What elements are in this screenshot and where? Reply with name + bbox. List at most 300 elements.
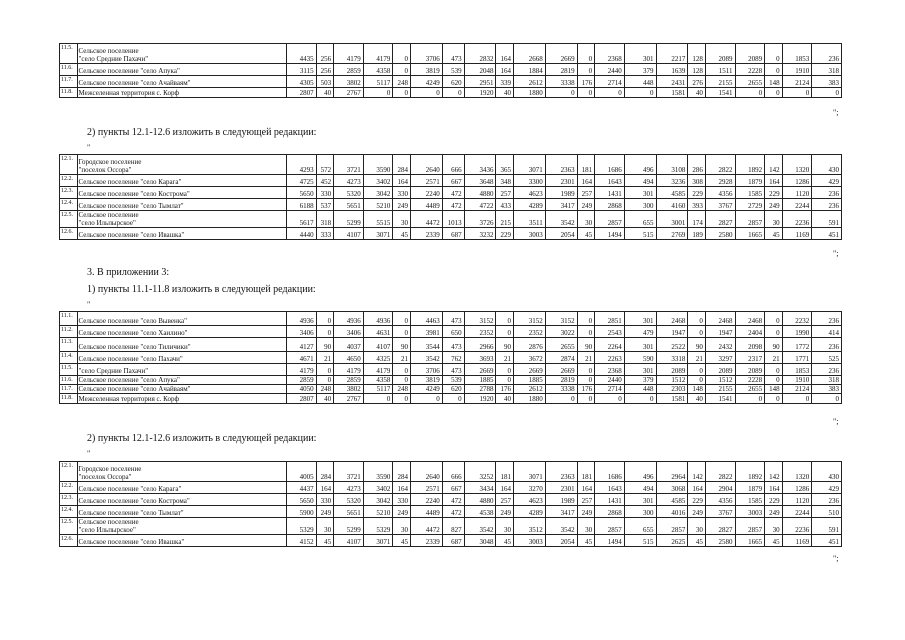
value-cell: 3022	[545, 326, 577, 338]
value-cell: 2301	[545, 482, 577, 494]
settlement-name: Сельское поселение "село Апука"	[77, 376, 286, 385]
settlement-name: Сельское поселение "село Кострома"	[77, 187, 286, 199]
value-cell: 45	[577, 535, 595, 547]
value-cell: 3003	[514, 228, 546, 240]
settlement-name: Сельское поселение "село Тымлат"	[77, 506, 286, 518]
value-cell: 40	[316, 394, 334, 404]
value-cell: 21	[765, 352, 783, 364]
value-cell: 4489	[410, 199, 442, 211]
value-cell: 45	[393, 535, 411, 547]
value-cell: 452	[316, 175, 334, 187]
value-cell: 3236	[656, 175, 688, 187]
value-cell: 2124	[782, 385, 812, 394]
value-cell: 379	[624, 376, 656, 385]
value-cell: 666	[442, 462, 464, 482]
value-cell: 2857	[735, 518, 765, 535]
value-cell: 128	[688, 44, 706, 64]
value-cell: 4107	[334, 228, 364, 240]
value-cell: 2964	[656, 462, 688, 482]
value-cell: 2303	[656, 385, 688, 394]
value-cell: 1885	[514, 376, 546, 385]
table-row	[60, 199, 842, 211]
value-cell: 2317	[735, 352, 765, 364]
value-cell: 3402	[363, 482, 393, 494]
value-cell: 339	[496, 76, 514, 88]
value-cell: 572	[316, 155, 334, 175]
value-cell: 2669	[464, 364, 496, 376]
value-cell: 2832	[464, 44, 496, 64]
value-cell: 4623	[514, 187, 546, 199]
value-cell: 2543	[595, 326, 625, 338]
value-cell: 539	[442, 376, 464, 385]
value-cell: 164	[316, 482, 334, 494]
value-cell: 148	[765, 76, 783, 88]
value-cell: 2580	[705, 228, 735, 240]
value-cell: 249	[496, 506, 514, 518]
value-cell: 3512	[514, 518, 546, 535]
value-cell: 45	[577, 228, 595, 240]
value-cell: 379	[624, 64, 656, 76]
value-cell: 4305	[287, 76, 317, 88]
value-cell: 1286	[782, 482, 812, 494]
value-cell: 4358	[363, 64, 393, 76]
value-cell: 655	[624, 211, 656, 228]
value-cell: 4623	[514, 494, 546, 506]
value-cell: 4325	[363, 352, 393, 364]
value-cell: 4437	[287, 482, 317, 494]
value-cell: 4273	[334, 482, 364, 494]
value-cell: 3115	[287, 64, 317, 76]
value-cell: 2363	[545, 462, 577, 482]
value-cell: 248	[393, 76, 411, 88]
value-cell: 2522	[656, 338, 688, 352]
row-number: 11.5.	[60, 364, 78, 376]
settlement-name: Сельское поселение "село Тиличики"	[77, 338, 286, 352]
value-cell: 0	[316, 326, 334, 338]
value-cell: 1990	[782, 326, 812, 338]
value-cell: 1643	[595, 175, 625, 187]
row-number: 12.2.	[60, 482, 78, 494]
row-number: 12.3.	[60, 187, 78, 199]
row-number: 12.6.	[60, 535, 78, 547]
value-cell: 3297	[705, 352, 735, 364]
value-cell: 0	[496, 364, 514, 376]
value-cell: 2951	[464, 76, 496, 88]
value-cell: 0	[393, 376, 411, 385]
value-cell: 30	[577, 518, 595, 535]
value-cell: 0	[688, 364, 706, 376]
value-cell: 2263	[595, 352, 625, 364]
value-cell: 229	[688, 187, 706, 199]
value-cell: 473	[442, 44, 464, 64]
value-cell: 0	[316, 376, 334, 385]
value-cell: 45	[393, 228, 411, 240]
value-cell: 249	[765, 506, 783, 518]
value-cell: 236	[812, 44, 842, 64]
value-cell: 3672	[514, 352, 546, 364]
value-cell: 2655	[735, 385, 765, 394]
value-cell: 1585	[735, 187, 765, 199]
value-cell: 229	[765, 494, 783, 506]
value-cell: 1885	[464, 376, 496, 385]
value-cell: 0	[765, 44, 783, 64]
value-cell: 301	[624, 364, 656, 376]
value-cell: 2669	[545, 44, 577, 64]
value-cell: 2339	[410, 228, 442, 240]
row-number: 12.4.	[60, 199, 78, 211]
value-cell: 3981	[410, 326, 442, 338]
table-row	[60, 76, 842, 88]
value-cell: 236	[812, 494, 842, 506]
value-cell: 0	[812, 88, 842, 98]
value-cell: 0	[442, 394, 464, 404]
value-cell: 472	[442, 494, 464, 506]
value-cell: 3417	[545, 199, 577, 211]
row-number: 12.1.	[60, 462, 78, 482]
value-cell: 2769	[656, 228, 688, 240]
value-cell: 164	[577, 175, 595, 187]
value-cell: 5117	[363, 76, 393, 88]
value-cell: 3706	[410, 44, 442, 64]
value-cell: 1585	[735, 494, 765, 506]
value-cell: 591	[812, 211, 842, 228]
value-cell: 300	[624, 506, 656, 518]
value-cell: 666	[442, 155, 464, 175]
value-cell: 448	[624, 385, 656, 394]
value-cell: 4249	[410, 76, 442, 88]
value-cell: 3338	[545, 76, 577, 88]
value-cell: 257	[496, 494, 514, 506]
value-cell: 1989	[545, 494, 577, 506]
heading-appendix-3: 3. В приложении 3:	[87, 267, 170, 278]
value-cell: 0	[410, 394, 442, 404]
value-cell: 3042	[363, 494, 393, 506]
value-cell: 236	[812, 187, 842, 199]
value-cell: 5650	[287, 187, 317, 199]
value-cell: 2089	[735, 364, 765, 376]
value-cell: 1541	[705, 394, 735, 404]
value-cell: 3048	[464, 535, 496, 547]
value-cell: 2827	[705, 211, 735, 228]
value-cell: 2669	[545, 364, 577, 376]
value-cell: 2819	[545, 376, 577, 385]
value-cell: 2640	[410, 155, 442, 175]
end-quote-mark: ";	[833, 249, 839, 258]
value-cell: 330	[393, 494, 411, 506]
value-cell: 473	[442, 364, 464, 376]
value-cell: 2904	[705, 482, 735, 494]
table-row	[60, 211, 842, 228]
value-cell: 472	[442, 506, 464, 518]
value-cell: 1892	[735, 462, 765, 482]
value-cell: 4107	[363, 338, 393, 352]
value-cell: 510	[812, 506, 842, 518]
value-cell: 2155	[705, 76, 735, 88]
value-cell: 4489	[410, 506, 442, 518]
value-cell: 3542	[410, 352, 442, 364]
value-cell: 249	[316, 506, 334, 518]
value-cell: 2352	[464, 326, 496, 338]
value-cell: 2767	[334, 88, 364, 98]
value-cell: 383	[812, 76, 842, 88]
value-cell: 4725	[287, 175, 317, 187]
value-cell: 3003	[514, 535, 546, 547]
value-cell: 2612	[514, 385, 546, 394]
value-cell: 164	[393, 482, 411, 494]
value-cell: 90	[393, 338, 411, 352]
value-cell: 256	[316, 44, 334, 64]
value-cell: 4249	[410, 385, 442, 394]
value-cell: 1581	[656, 88, 688, 98]
value-cell: 2714	[595, 76, 625, 88]
value-cell: 1989	[545, 187, 577, 199]
settlement-name: Сельское поселение "село Кострома"	[77, 494, 286, 506]
value-cell: 0	[577, 64, 595, 76]
value-cell: 21	[393, 352, 411, 364]
row-number: 11.5.	[60, 44, 78, 64]
value-cell: 2851	[595, 312, 625, 326]
value-cell: 90	[577, 338, 595, 352]
value-cell: 0	[410, 88, 442, 98]
value-cell: 3542	[464, 518, 496, 535]
value-cell: 142	[765, 155, 783, 175]
value-cell: 2859	[287, 376, 317, 385]
value-cell: 1892	[735, 155, 765, 175]
row-number: 11.6.	[60, 64, 78, 76]
value-cell: 1512	[705, 376, 735, 385]
value-cell: 365	[496, 155, 514, 175]
value-cell: 0	[624, 88, 656, 98]
value-cell: 3721	[334, 462, 364, 482]
value-cell: 90	[496, 338, 514, 352]
value-cell: 2440	[595, 64, 625, 76]
end-quote-mark: ";	[833, 417, 839, 426]
row-number: 11.8.	[60, 88, 78, 98]
value-cell: 1431	[595, 187, 625, 199]
value-cell: 30	[316, 518, 334, 535]
value-cell: 4005	[287, 462, 317, 482]
value-cell: 164	[577, 482, 595, 494]
value-cell: 5320	[334, 187, 364, 199]
value-cell: 1910	[782, 64, 812, 76]
settlement-name: Сельское поселение "село Ачайваям"	[77, 76, 286, 88]
value-cell: 330	[393, 187, 411, 199]
value-cell: 1511	[705, 64, 735, 76]
value-cell: 2155	[705, 385, 735, 394]
value-cell: 2819	[545, 64, 577, 76]
value-cell: 1879	[735, 175, 765, 187]
value-cell: 0	[496, 376, 514, 385]
value-cell: 2668	[514, 44, 546, 64]
value-cell: 2655	[735, 76, 765, 88]
value-cell: 0	[735, 394, 765, 404]
value-cell: 301	[624, 338, 656, 352]
value-cell: 164	[496, 44, 514, 64]
table-row	[60, 394, 842, 404]
settlement-name: Сельское поселение "село Карага"	[77, 175, 286, 187]
value-cell: 4936	[334, 312, 364, 326]
value-cell: 4472	[410, 211, 442, 228]
value-cell: 2857	[735, 211, 765, 228]
paragraph-12-1-12-6-a: 2) пункты 12.1-12.6 изложить в следующей редакции:	[87, 127, 317, 138]
row-number: 11.3.	[60, 338, 78, 352]
value-cell: 236	[812, 338, 842, 352]
value-cell: 2089	[705, 44, 735, 64]
value-cell: 591	[812, 518, 842, 535]
value-cell: 0	[624, 394, 656, 404]
value-cell: 6188	[287, 199, 317, 211]
settlement-name: Сельское поселение "село Тымлат"	[77, 199, 286, 211]
value-cell: 2054	[545, 535, 577, 547]
value-cell: 0	[765, 394, 783, 404]
value-cell: 1494	[595, 535, 625, 547]
row-number: 12.2.	[60, 175, 78, 187]
value-cell: 655	[624, 518, 656, 535]
table-row	[60, 535, 842, 547]
value-cell: 2767	[334, 394, 364, 404]
value-cell: 3436	[464, 155, 496, 175]
value-cell: 0	[765, 326, 783, 338]
value-cell: 0	[765, 364, 783, 376]
value-cell: 3767	[705, 506, 735, 518]
value-cell: 301	[624, 44, 656, 64]
value-cell: 249	[765, 199, 783, 211]
value-cell: 515	[624, 228, 656, 240]
settlement-name: Городское поселение "поселок Оссора"	[77, 155, 286, 175]
value-cell: 301	[624, 312, 656, 326]
value-cell: 0	[442, 88, 464, 98]
value-cell: 2440	[595, 376, 625, 385]
value-cell: 473	[442, 338, 464, 352]
value-cell: 148	[765, 385, 783, 394]
value-cell: 0	[735, 88, 765, 98]
value-cell: 687	[442, 228, 464, 240]
value-cell: 21	[316, 352, 334, 364]
value-cell: 393	[688, 199, 706, 211]
value-cell: 3721	[334, 155, 364, 175]
value-cell: 30	[577, 211, 595, 228]
value-cell: 2240	[410, 187, 442, 199]
value-cell: 3071	[514, 155, 546, 175]
value-cell: 2236	[782, 518, 812, 535]
value-cell: 2928	[705, 175, 735, 187]
value-cell: 2655	[545, 338, 577, 352]
value-cell: 1120	[782, 187, 812, 199]
value-cell: 2054	[545, 228, 577, 240]
value-cell: 0	[393, 312, 411, 326]
value-cell: 40	[496, 394, 514, 404]
value-cell: 1686	[595, 155, 625, 175]
value-cell: 21	[577, 352, 595, 364]
value-cell: 4435	[287, 44, 317, 64]
value-cell: 249	[393, 506, 411, 518]
value-cell: 2874	[545, 352, 577, 364]
settlement-name: Сельское поселение "село Средние Пахачи"	[77, 44, 286, 64]
open-quote-mark: "	[87, 300, 91, 309]
value-cell: 2368	[595, 44, 625, 64]
table-row	[60, 228, 842, 240]
value-cell: 0	[577, 44, 595, 64]
value-cell: 45	[316, 535, 334, 547]
value-cell: 181	[577, 462, 595, 482]
table-section-12-part2	[59, 461, 842, 547]
value-cell: 5515	[363, 211, 393, 228]
value-cell: 1771	[782, 352, 812, 364]
value-cell: 1947	[705, 326, 735, 338]
value-cell: 2089	[705, 364, 735, 376]
table-row	[60, 494, 842, 506]
value-cell: 4936	[363, 312, 393, 326]
value-cell: 430	[812, 155, 842, 175]
value-cell: 4440	[287, 228, 317, 240]
value-cell: 2432	[705, 338, 735, 352]
value-cell: 3406	[287, 326, 317, 338]
settlement-name: Сельское поселение "село Ивашка"	[77, 535, 286, 547]
row-number: 11.6.	[60, 376, 78, 385]
value-cell: 2089	[735, 44, 765, 64]
value-cell: 3402	[363, 175, 393, 187]
value-cell: 0	[393, 88, 411, 98]
value-cell: 330	[316, 494, 334, 506]
value-cell: 2859	[334, 376, 364, 385]
value-cell: 1853	[782, 44, 812, 64]
value-cell: 5650	[287, 494, 317, 506]
value-cell: 2244	[782, 199, 812, 211]
value-cell: 2232	[782, 312, 812, 326]
value-cell: 3542	[545, 518, 577, 535]
value-cell: 3802	[334, 76, 364, 88]
value-cell: 249	[577, 506, 595, 518]
value-cell: 3003	[735, 506, 765, 518]
value-cell: 1639	[656, 64, 688, 76]
value-cell: 4538	[464, 506, 496, 518]
value-cell: 0	[688, 312, 706, 326]
value-cell: 2363	[545, 155, 577, 175]
value-cell: 4585	[656, 187, 688, 199]
value-cell: 0	[393, 364, 411, 376]
value-cell: 3338	[545, 385, 577, 394]
value-cell: 4273	[334, 175, 364, 187]
value-cell: 4179	[363, 44, 393, 64]
value-cell: 1120	[782, 494, 812, 506]
value-cell: 256	[316, 64, 334, 76]
value-cell: 2468	[656, 312, 688, 326]
value-cell: 0	[316, 364, 334, 376]
settlement-name: Сельское поселение "село Апука"	[77, 64, 286, 76]
value-cell: 451	[812, 535, 842, 547]
value-cell: 164	[393, 175, 411, 187]
value-cell: 2827	[705, 518, 735, 535]
value-cell: 1853	[782, 364, 812, 376]
value-cell: 2228	[735, 376, 765, 385]
value-cell: 0	[393, 64, 411, 76]
value-cell: 3706	[410, 364, 442, 376]
settlement-name: Межселенная территория с. Корф	[77, 394, 286, 404]
table-row	[60, 88, 842, 98]
value-cell: 5117	[363, 385, 393, 394]
value-cell: 2264	[595, 338, 625, 352]
value-cell: 1494	[595, 228, 625, 240]
value-cell: 0	[765, 376, 783, 385]
value-cell: 2788	[464, 385, 496, 394]
value-cell: 2124	[782, 76, 812, 88]
value-cell: 318	[316, 211, 334, 228]
value-cell: 0	[577, 394, 595, 404]
value-cell: 1169	[782, 535, 812, 547]
value-cell: 429	[812, 482, 842, 494]
value-cell: 1643	[595, 482, 625, 494]
value-cell: 0	[496, 312, 514, 326]
